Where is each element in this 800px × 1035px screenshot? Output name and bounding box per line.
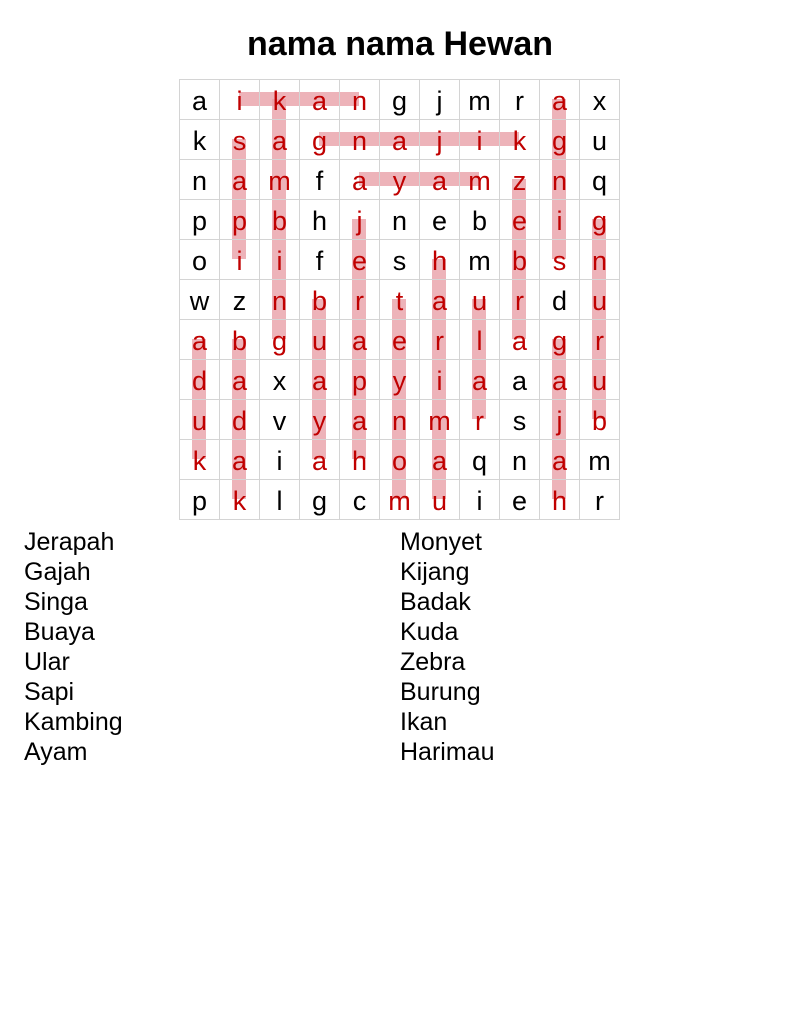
grid-cell: b xyxy=(220,320,260,360)
grid-cell: a xyxy=(540,79,580,120)
grid-cell: r xyxy=(580,320,620,360)
grid-cell: u xyxy=(179,400,220,440)
grid-cell: u xyxy=(420,480,460,520)
grid-cell: v xyxy=(260,400,300,440)
grid-cell: n xyxy=(580,240,620,280)
grid-cell: a xyxy=(179,79,220,120)
word-item: Gajah xyxy=(24,558,91,586)
grid-cell: y xyxy=(300,400,340,440)
grid-cell: a xyxy=(500,320,540,360)
grid-cell: h xyxy=(420,240,460,280)
grid-cell: e xyxy=(420,200,460,240)
grid-cell: a xyxy=(340,400,380,440)
grid-cell: y xyxy=(380,360,420,400)
grid-cell: d xyxy=(179,360,220,400)
grid-cell: m xyxy=(460,240,500,280)
grid-cell: r xyxy=(580,480,620,520)
grid-cell: k xyxy=(220,480,260,520)
grid-cell: a xyxy=(220,160,260,200)
grid-cell: g xyxy=(260,320,300,360)
grid-cell: a xyxy=(500,360,540,400)
letter-grid xyxy=(179,79,620,520)
grid-cell: s xyxy=(500,400,540,440)
word-item: Singa xyxy=(24,588,88,616)
grid-cell: m xyxy=(460,160,500,200)
grid-cell: g xyxy=(540,320,580,360)
grid-cell: r xyxy=(500,280,540,320)
grid-cell: j xyxy=(540,400,580,440)
grid-cell: r xyxy=(420,320,460,360)
grid-cell: k xyxy=(179,440,220,480)
grid-cell: e xyxy=(500,480,540,520)
grid-cell: i xyxy=(260,440,300,480)
grid-cell: h xyxy=(540,480,580,520)
grid-cell: e xyxy=(380,320,420,360)
grid-cell: g xyxy=(580,200,620,240)
grid-cell: l xyxy=(460,320,500,360)
grid-cell: z xyxy=(220,280,260,320)
grid-cell: c xyxy=(340,480,380,520)
grid-cell: a xyxy=(300,440,340,480)
grid-cell: w xyxy=(179,280,220,320)
grid-cell: q xyxy=(460,440,500,480)
word-item: Sapi xyxy=(24,678,75,706)
grid-cell: k xyxy=(260,79,300,120)
grid-cell: f xyxy=(300,160,340,200)
grid-cell: i xyxy=(540,200,580,240)
grid-cell: k xyxy=(179,120,220,160)
grid-cell: a xyxy=(540,360,580,400)
word-item: Ikan xyxy=(400,708,448,736)
grid-cell: m xyxy=(260,160,300,200)
grid-cell: b xyxy=(300,280,340,320)
word-item: Kambing xyxy=(24,708,123,736)
grid-cell: a xyxy=(420,280,460,320)
grid-cell: n xyxy=(340,120,380,160)
grid-cell: e xyxy=(340,240,380,280)
grid-cell: i xyxy=(420,360,460,400)
grid-cell: a xyxy=(340,160,380,200)
grid-cell: x xyxy=(260,360,300,400)
grid-cell: r xyxy=(340,280,380,320)
word-item: Buaya xyxy=(24,618,95,646)
grid-cell: s xyxy=(540,240,580,280)
grid-cell: g xyxy=(300,120,340,160)
grid-cell: a xyxy=(260,120,300,160)
grid-cell: n xyxy=(340,79,380,120)
grid-cell: s xyxy=(220,120,260,160)
grid-cell: a xyxy=(420,440,460,480)
grid-cell: d xyxy=(540,280,580,320)
grid-cell: m xyxy=(380,480,420,520)
grid-cell: a xyxy=(300,360,340,400)
grid-cell: i xyxy=(460,480,500,520)
word-list-right xyxy=(400,527,760,767)
grid-cell: s xyxy=(380,240,420,280)
grid-cell: i xyxy=(460,120,500,160)
grid-cell: p xyxy=(220,200,260,240)
grid-cell: y xyxy=(380,160,420,200)
grid-cell: d xyxy=(220,400,260,440)
grid-cell: u xyxy=(580,360,620,400)
grid-cell: b xyxy=(580,400,620,440)
word-item: Jerapah xyxy=(24,528,115,556)
grid-cell: k xyxy=(500,120,540,160)
grid-cell: p xyxy=(179,480,220,520)
word-item: Monyet xyxy=(400,528,482,556)
grid-cell: x xyxy=(580,79,620,120)
grid-cell: u xyxy=(580,280,620,320)
grid-cell: u xyxy=(580,120,620,160)
grid-cell: h xyxy=(340,440,380,480)
grid-cell: g xyxy=(300,480,340,520)
word-item: Kijang xyxy=(400,558,470,586)
grid-cell: b xyxy=(500,240,540,280)
word-item: Burung xyxy=(400,678,481,706)
grid-cell: n xyxy=(260,280,300,320)
grid-cell: o xyxy=(179,240,220,280)
grid-cell: a xyxy=(220,440,260,480)
grid-cell: n xyxy=(380,200,420,240)
grid-cell: i xyxy=(220,79,260,120)
grid-cell: b xyxy=(460,200,500,240)
grid-cell: i xyxy=(260,240,300,280)
grid-cell: i xyxy=(220,240,260,280)
word-item: Badak xyxy=(400,588,471,616)
grid-cell: n xyxy=(500,440,540,480)
grid-cell: t xyxy=(380,280,420,320)
grid-cell: g xyxy=(540,120,580,160)
grid-cell: a xyxy=(380,120,420,160)
word-item: Kuda xyxy=(400,618,459,646)
grid-cell: a xyxy=(340,320,380,360)
grid-cell: a xyxy=(220,360,260,400)
grid-cell: j xyxy=(340,200,380,240)
grid-cell: r xyxy=(460,400,500,440)
word-item: Ayam xyxy=(24,738,88,766)
page-title: nama nama Hewan xyxy=(246,25,554,63)
grid-cell: r xyxy=(500,79,540,120)
grid-cell: f xyxy=(300,240,340,280)
grid-cell: p xyxy=(340,360,380,400)
grid-cell: m xyxy=(420,400,460,440)
grid-cell: q xyxy=(580,160,620,200)
grid-cell: p xyxy=(179,200,220,240)
grid-cell: u xyxy=(300,320,340,360)
grid-cell: a xyxy=(540,440,580,480)
word-item: Zebra xyxy=(400,648,466,676)
grid-cell: h xyxy=(300,200,340,240)
grid-cell: o xyxy=(380,440,420,480)
grid-cell: m xyxy=(580,440,620,480)
grid-cell: n xyxy=(540,160,580,200)
word-search-puzzle xyxy=(179,79,620,520)
grid-cell: n xyxy=(380,400,420,440)
grid-cell: z xyxy=(500,160,540,200)
word-list-left xyxy=(24,527,384,767)
grid-cell: j xyxy=(420,79,460,120)
grid-cell: m xyxy=(460,79,500,120)
word-item: Harimau xyxy=(400,738,495,766)
grid-cell: a xyxy=(179,320,220,360)
word-item: Ular xyxy=(24,648,70,676)
grid-cell: j xyxy=(420,120,460,160)
grid-cell: a xyxy=(300,79,340,120)
grid-cell: a xyxy=(420,160,460,200)
grid-cell: a xyxy=(460,360,500,400)
grid-cell: g xyxy=(380,79,420,120)
grid-cell: e xyxy=(500,200,540,240)
grid-cell: n xyxy=(179,160,220,200)
grid-cell: u xyxy=(460,280,500,320)
grid-cell: b xyxy=(260,200,300,240)
grid-cell: l xyxy=(260,480,300,520)
